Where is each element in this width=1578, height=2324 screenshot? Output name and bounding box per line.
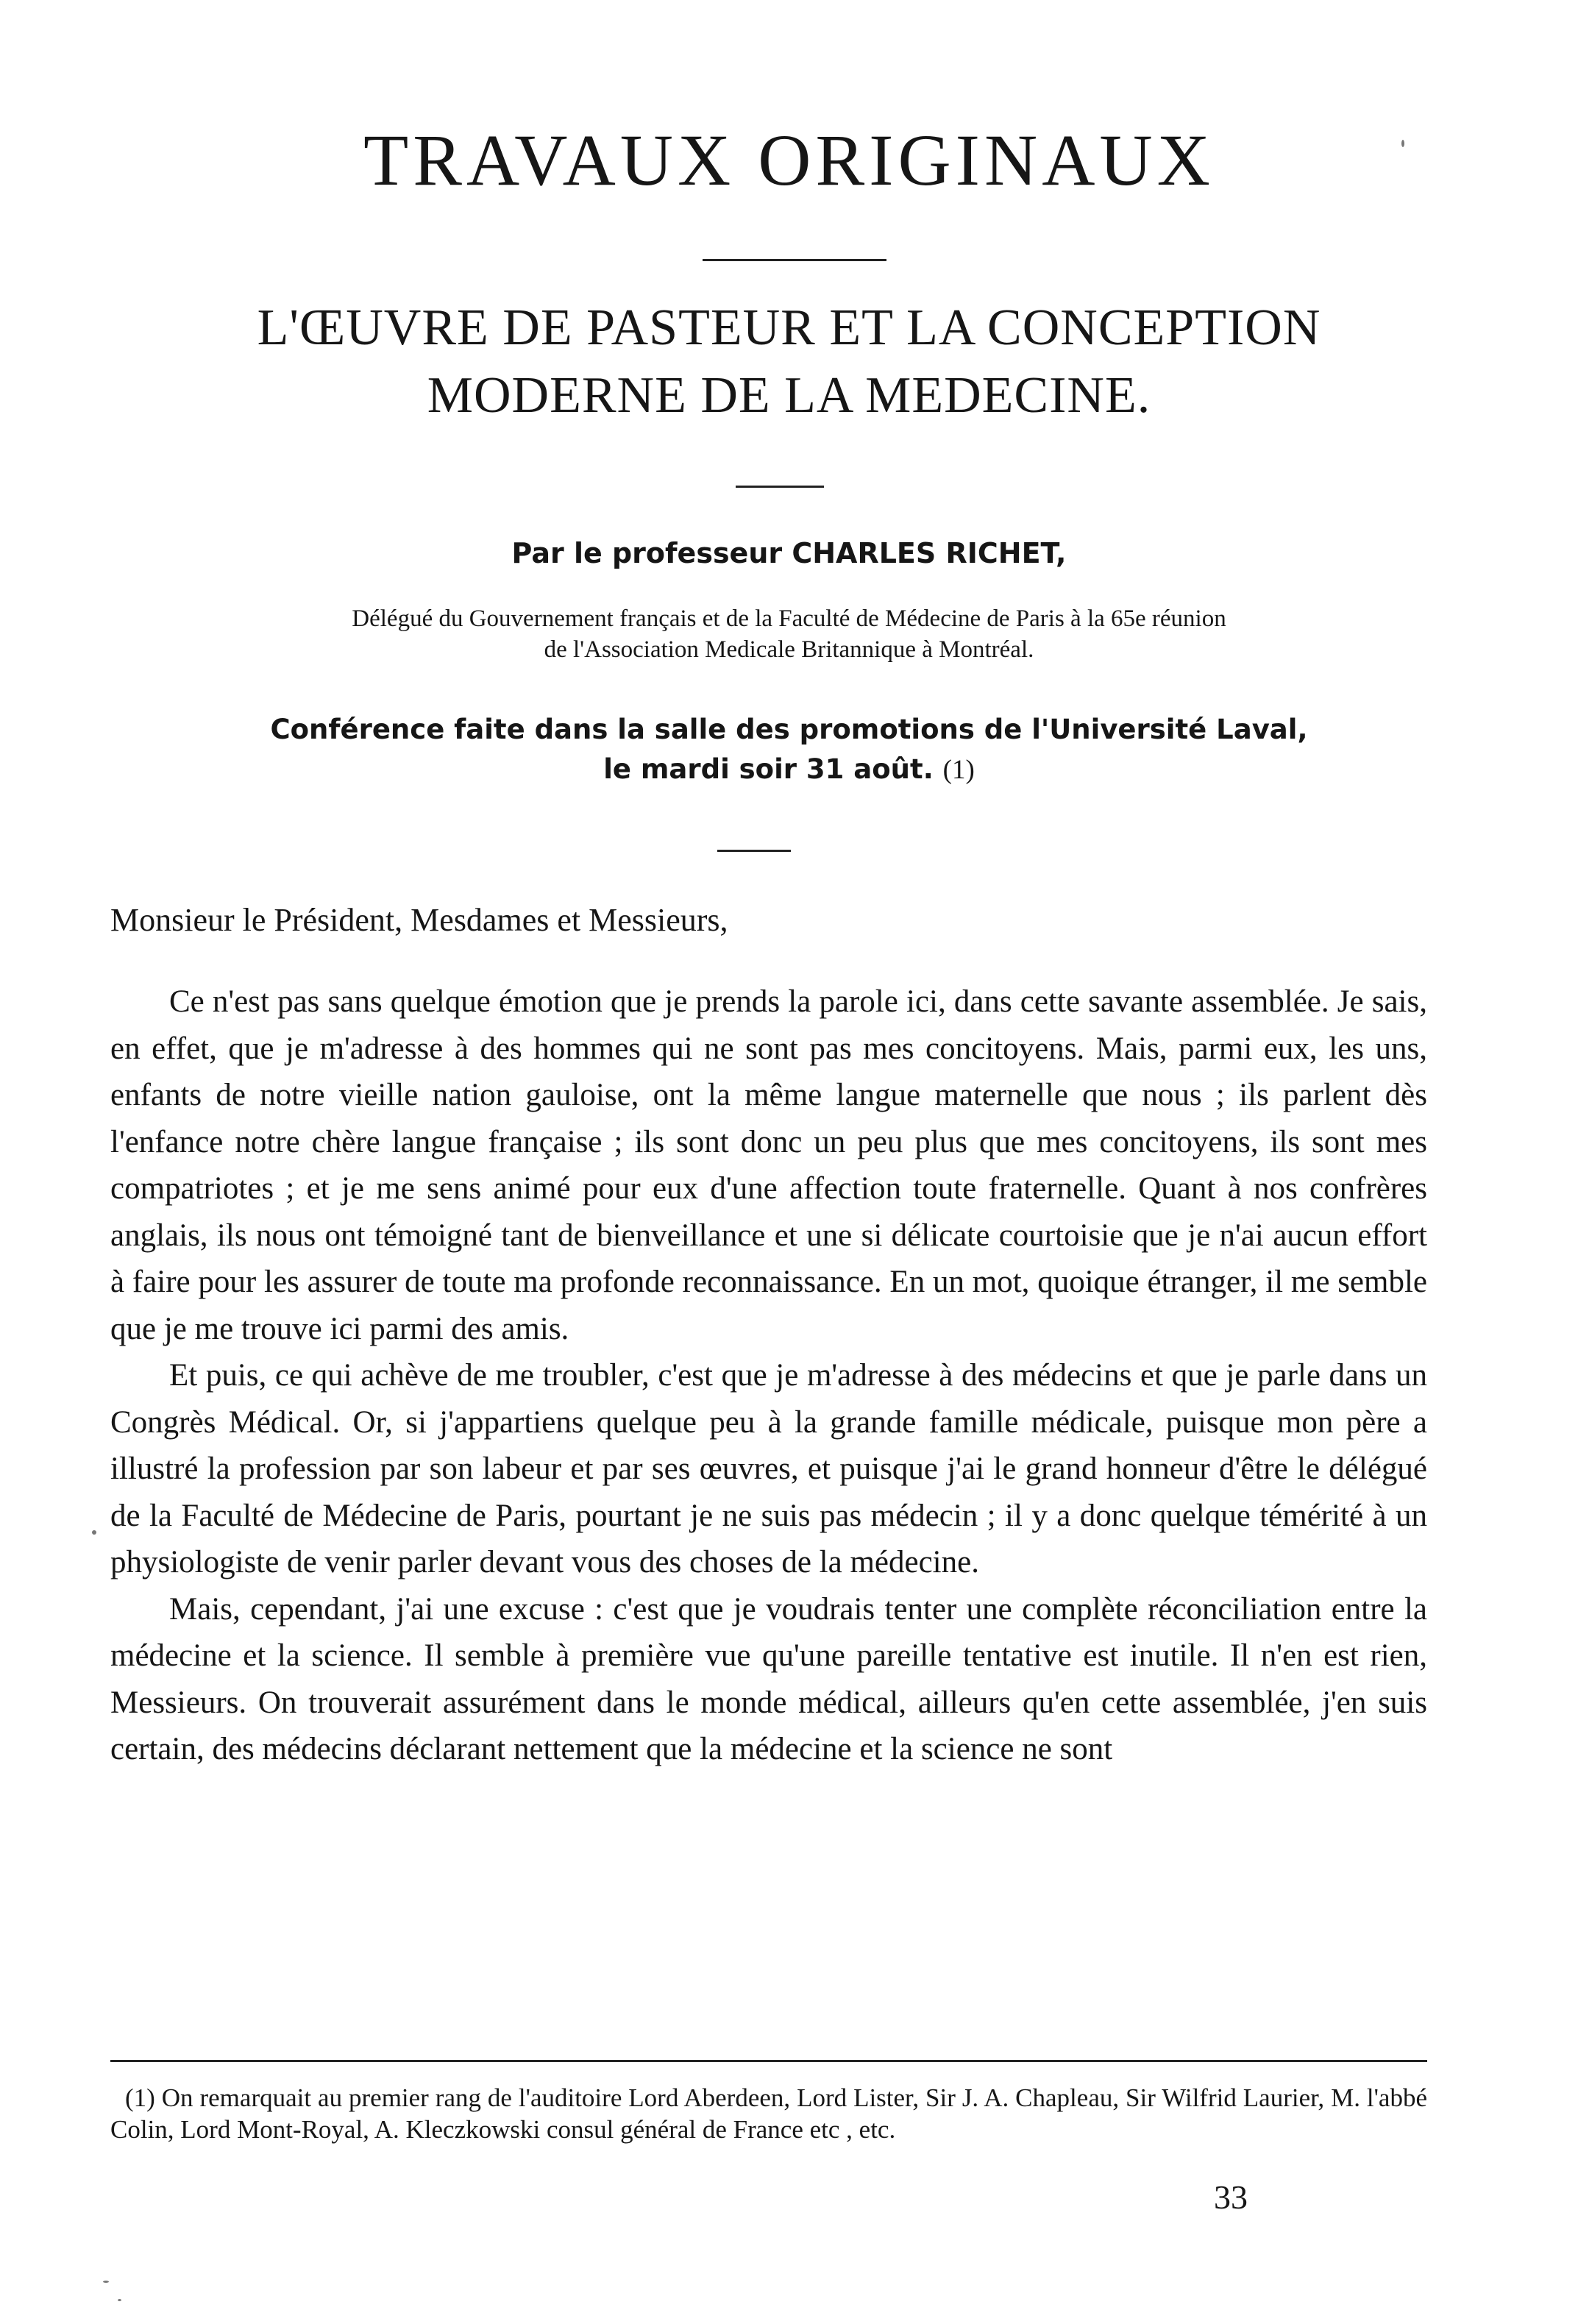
affiliation-line-2: de l'Association Medicale Britannique à Montréal. [544,636,1034,663]
footnote: (1) On remarquait au premier rang de l'auditoire Lord Aberdeen, Lord Lister, Sir J. A. Chapleau, Sir Wilfrid Laurier, M. l'abbé Colin, Lord Mont-Royal, A. Kleczkowski consul général de France etc , etc. [110,2083,1427,2144]
page-number: 33 [1214,2178,1248,2216]
byline-divider [717,850,791,852]
scan-speck [118,2299,121,2301]
scan-speck [103,2281,109,2283]
affiliation [125,603,1453,665]
conference-line-1: Conférence faite dans la salle des promotions de l'Université Laval, [270,714,1308,745]
body-text [110,978,1427,1773]
scan-speck [1401,140,1404,147]
author-line: Par le professeur CHARLES RICHET, [511,537,1067,569]
title-underline-divider [736,486,824,488]
title-divider [703,259,886,261]
scan-speck [92,1530,96,1535]
footnote-marker: (1) [942,755,975,785]
section-title: TRAVAUX ORIGINAUX [363,119,1215,201]
paragraph-3: Mais, cependant, j'ai une excuse : c'est que je voudrais tenter une complète réconciliation entre la médecine et la science. Il semble à première vue qu'une pareille tentative est inutile. Il n'en est rien, Messieurs. On trouverait assurément dans le monde médical, ailleurs qu'en cette assemblée, j'en suis certain, des médecins déclarant nettement que la médecine et la science ne sont [110,1591,1427,1766]
paragraph-2: Et puis, ce qui achève de me troubler, c'est que je m'adresse à des médecins et que je parle dans un Congrès Médical. Or, si j'appartiens quelque peu à la grande famille médicale, puisque mon père a illustré la profession par son labeur et par ses œuvres, et puisque j'ai le grand honneur d'être le délégué de la Faculté de Médecine de Paris, pourtant je ne suis pas médecin ; il y a donc quelque témérité à un physiologiste de venir parler devant vous des choses de la médecine. [110,1358,1427,1579]
article-title [0,294,1578,430]
footnote-divider [110,2060,1427,2062]
article-title-line-1: L'ŒUVRE DE PASTEUR ET LA CONCEPTION [257,299,1321,356]
paragraph-1: Ce n'est pas sans quelque émotion que je prends la parole ici, dans cette savante assemblée. Je sais, en effet, que je m'adresse à des hommes qui ne sont pas mes concitoyens. Mais, parmi eux, les uns, enfants de notre vieille nation gauloise, ont la même langue maternelle que nous ; ils parlent dès l'enfance notre chère langue française ; ils sont donc un peu plus que mes concitoyens, ils sont mes compatriotes ; et je me sens animé pour eux d'une affection toute fraternelle. Quant à nos confrères anglais, ils nous ont témoigné tant de bienveillance et une si délicate courtoisie que je n'ai aucun effort à faire pour les assurer de toute ma profonde reconnaissance. En un mot, quoique étranger, il me semble que je me trouve ici parmi des amis. [110,984,1427,1346]
affiliation-line-1: Délégué du Gouvernement français et de la Faculté de Médecine de Paris à la 65e réunion [352,605,1226,632]
conference-note [110,710,1468,790]
salutation: Monsieur le Président, Mesdames et Messieurs, [110,902,728,938]
conference-line-2: le mardi soir 31 août. [603,753,934,785]
article-title-line-2: MODERNE DE LA MEDECINE. [427,367,1151,424]
